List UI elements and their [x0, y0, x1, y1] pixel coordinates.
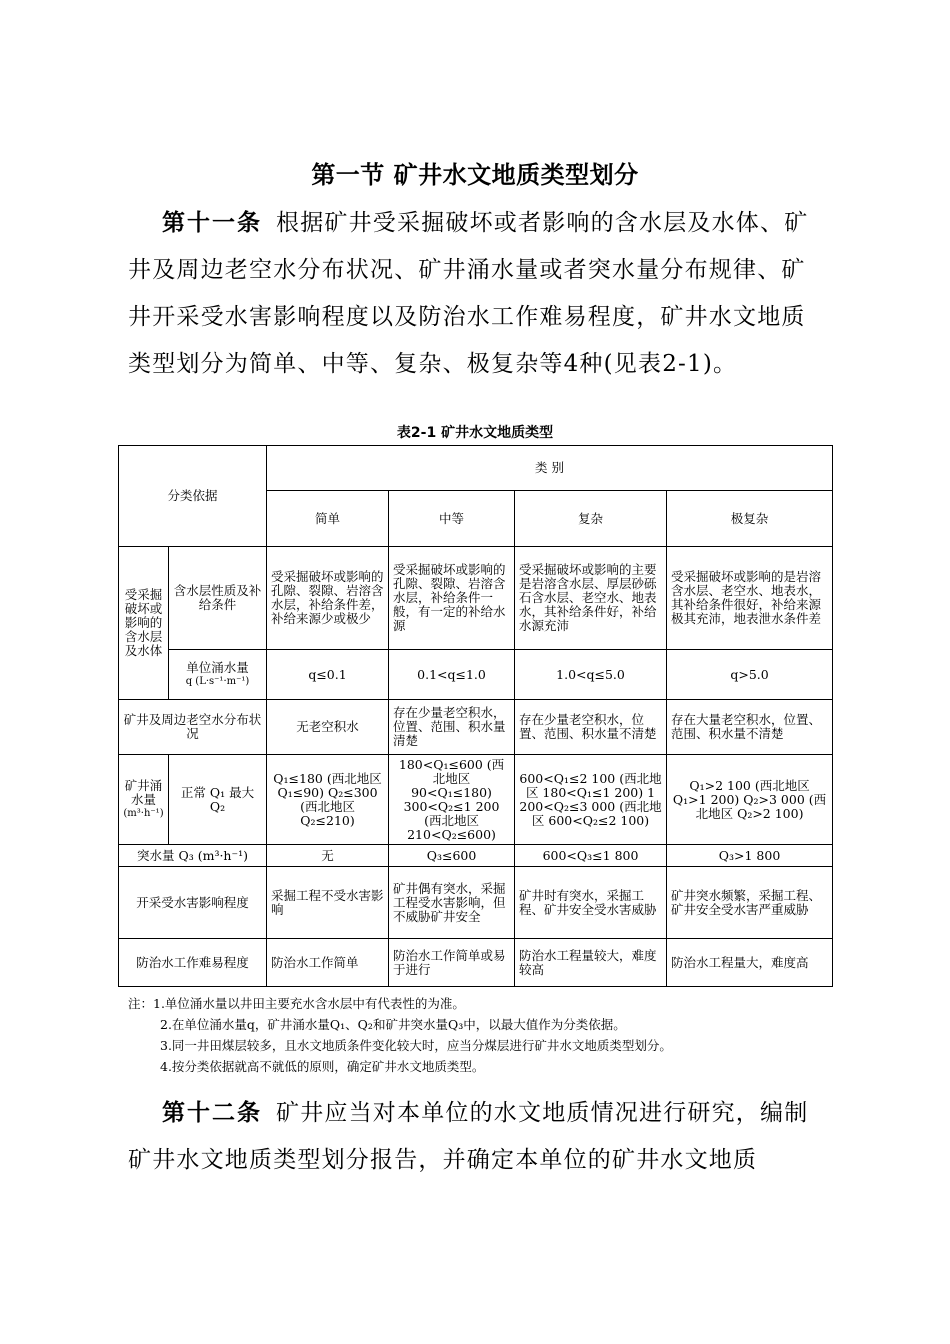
table-cell: 600<Q₃≤1 800: [515, 845, 667, 867]
table-cell: 0.1<q≤1.0: [389, 650, 515, 700]
note-item: 注：1.单位涌水量以井田主要充水含水层中有代表性的为准。: [128, 996, 465, 1011]
group-aquifer-label: 受采掘破坏或影响的含水层及水体: [119, 547, 169, 700]
article-11: [128, 200, 828, 388]
hydrogeology-type-table: [118, 445, 833, 987]
column-complex: 复杂: [515, 491, 667, 547]
table-cell: 600<Q₁≤2 100 (西北地区 180<Q₁≤1 200) 1 200<Q₂≤3 000 (西北地区 600<Q₂≤2 100): [515, 755, 667, 845]
table-cell: 180<Q₁≤600 (西北地区 90<Q₁≤180) 300<Q₂≤1 200 (西北地区 210<Q₂≤600): [389, 755, 515, 845]
section-title: 第一节 矿井水文地质类型划分: [311, 161, 639, 189]
basis-header: 分类依据: [119, 446, 267, 547]
unit-inflow-unit: q (L·s⁻¹·m⁻¹): [185, 675, 250, 687]
table-cell: Q₃≤600: [389, 845, 515, 867]
row-label-burst: 突水量 Q₃ (m³·h⁻¹): [119, 845, 267, 867]
table-notes: [128, 993, 848, 1077]
note-item: 2.在单位涌水量q，矿井涌水量Q₁、Q₂和矿井突水量Q₃中，以最大值作为分类依据。: [160, 1017, 626, 1032]
table-caption: 表2-1 矿井水文地质类型: [396, 425, 554, 441]
row-label-unit-inflow: [169, 650, 267, 700]
column-very-complex: 极复杂: [667, 491, 833, 547]
table-cell: 受采掘破坏或影响的孔隙、裂隙、岩溶含水层，补给条件差，补给来源少或极少: [267, 547, 389, 650]
table-cell: q>5.0: [667, 650, 833, 700]
row-label-aquifer-nature: 含水层性质及补给条件: [169, 547, 267, 650]
table-cell: 存在少量老空积水，位置、范围、积水量不清楚: [515, 700, 667, 755]
row-label-prevention: 防治水工作难易程度: [119, 939, 267, 987]
table-cell: Q₁≤180 (西北地区 Q₁≤90) Q₂≤300 (西北地区 Q₂≤210): [267, 755, 389, 845]
article-11-text: 根据矿井受采掘破坏或者影响的含水层及水体、矿井及周边老空水分布状况、矿井涌水量或者突水量分布规律、矿井开采受水害影响程度以及防治水工作难易程度，矿井水文地质类型划分为简单、中等、复杂、极复杂等4种(见表2-1)。: [128, 210, 809, 377]
table-cell: 矿井时有突水，采掘工程、矿井安全受水害威胁: [515, 867, 667, 939]
unit-inflow-label: 单位涌水量: [186, 659, 249, 675]
column-medium: 中等: [389, 491, 515, 547]
mine-inflow-sublabel: 正常 Q₁ 最大 Q₂: [169, 755, 267, 845]
row-label-mine-inflow: [119, 755, 169, 845]
table-cell: 无: [267, 845, 389, 867]
article-11-label: 第十一条: [162, 210, 262, 236]
table-cell: 防治水工程量大，难度高: [667, 939, 833, 987]
column-simple: 简单: [267, 491, 389, 547]
table-cell: 受采掘破坏或影响的是岩溶含水层、老空水、地表水，其补给条件很好，补给来源极其充沛，地表泄水条件差: [667, 547, 833, 650]
mine-inflow-label: 矿井涌水量: [124, 777, 163, 807]
category-header: 类 别: [267, 446, 833, 491]
table-cell: 受采掘破坏或影响的主要是岩溶含水层、厚层砂砾石含水层、老空水、地表水，其补给条件好，补给水源充沛: [515, 547, 667, 650]
table-cell: q≤0.1: [267, 650, 389, 700]
table-cell: 受采掘破坏或影响的孔隙、裂隙、岩溶含水层，补给条件一般，有一定的补给水源: [389, 547, 515, 650]
table-cell: 采掘工程不受水害影响: [267, 867, 389, 939]
table-cell: 矿井偶有突水，采掘工程受水害影响，但不威胁矿井安全: [389, 867, 515, 939]
table-cell: 无老空积水: [267, 700, 389, 755]
table-cell: 防治水工作简单: [267, 939, 389, 987]
note-item: 3.同一井田煤层较多，且水文地质条件变化较大时，应当分煤层进行矿井水文地质类型划分。: [160, 1038, 672, 1053]
row-label-old-goaf: 矿井及周边老空水分布状况: [119, 700, 267, 755]
note-item: 4.按分类依据就高不就低的原则，确定矿井水文地质类型。: [160, 1059, 485, 1074]
table-cell: 存在少量老空积水，位置、范围、积水量清楚: [389, 700, 515, 755]
article-12-label: 第十二条: [162, 1100, 262, 1126]
row-label-mining-impact: 开采受水害影响程度: [119, 867, 267, 939]
article-12: [128, 1090, 828, 1184]
table-cell: 防治水工作简单或易于进行: [389, 939, 515, 987]
table-cell: 矿井突水频繁，采掘工程、矿井安全受水害严重威胁: [667, 867, 833, 939]
mine-inflow-unit: (m³·h⁻¹): [123, 807, 164, 819]
table-cell: Q₃>1 800: [667, 845, 833, 867]
table-cell: Q₁>2 100 (西北地区 Q₁>1 200) Q₂>3 000 (西北地区 Q₂>2 100): [667, 755, 833, 845]
table-cell: 1.0<q≤5.0: [515, 650, 667, 700]
table-cell: 防治水工程量较大，难度较高: [515, 939, 667, 987]
article-12-text: 矿井应当对本单位的水文地质情况进行研究，编制矿井水文地质类型划分报告，并确定本单位的矿井水文地质: [128, 1100, 809, 1173]
table-cell: 存在大量老空积水，位置、范围、积水量不清楚: [667, 700, 833, 755]
